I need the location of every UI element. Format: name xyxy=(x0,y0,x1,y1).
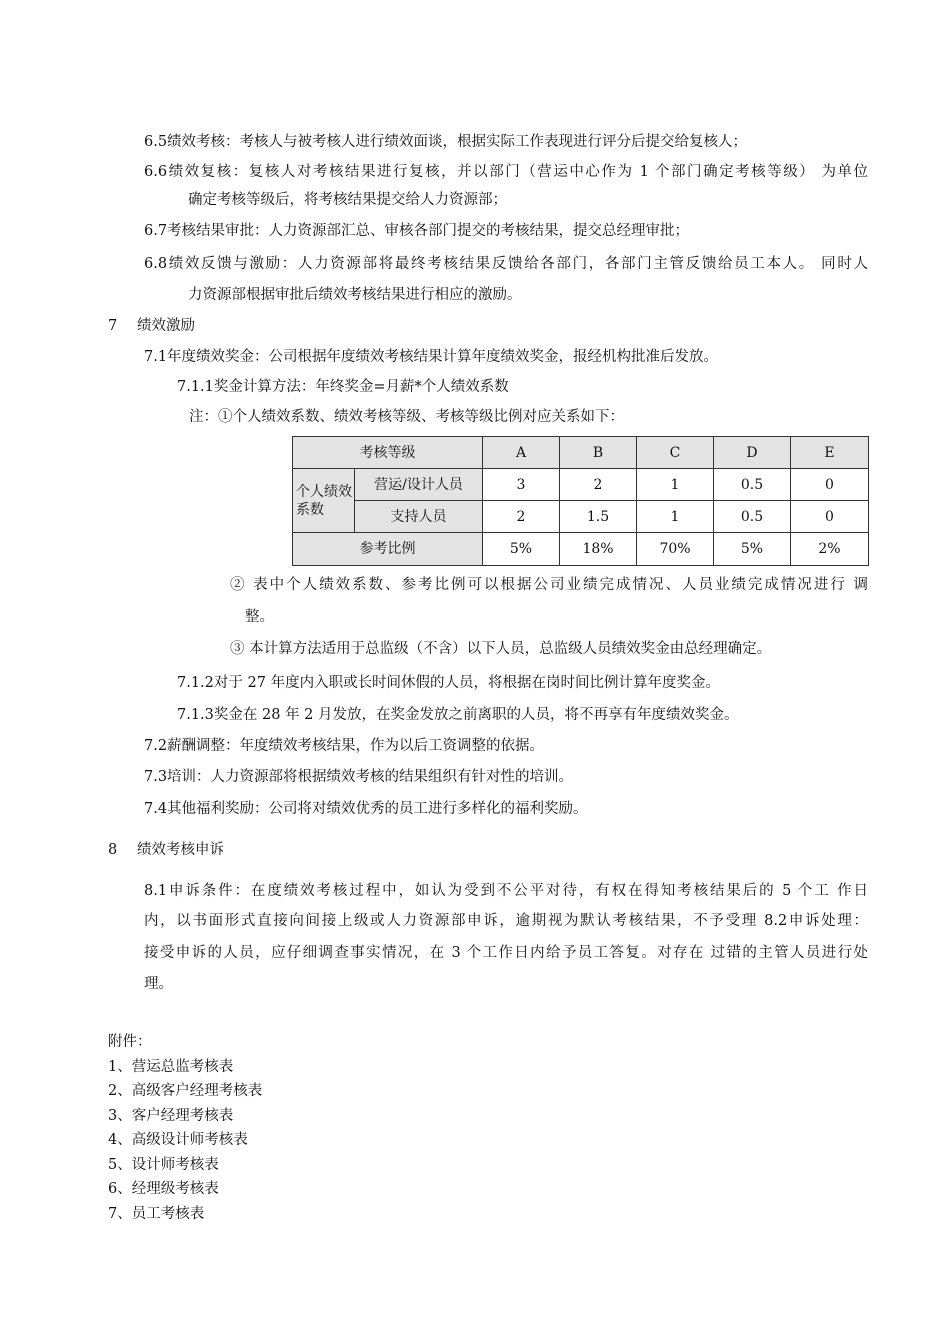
p-8-1-line3: 接受申诉的人员，应仔细调查事实情况，在 3 个工作日内给予员工答复。对存在 过错的主管人员进行处 xyxy=(144,945,868,961)
grade-e: E xyxy=(791,437,869,469)
p-7-1-3: 7.1.3奖金在 28 年 2 月发放，在奖金发放之前离职的人员，将不再享有年度绩效奖金。 xyxy=(177,707,739,723)
grade-d: D xyxy=(714,437,791,469)
note-3: ③ 本计算方法适用于总监级（不含）以下人员，总监级人员绩效奖金由总经理确定。 xyxy=(230,641,772,657)
table-cell: 3 xyxy=(483,469,560,501)
note-2-line2: 整。 xyxy=(245,609,274,625)
note-1: 注：①个人绩效系数、绩效考核等级、考核等级比例对应关系如下： xyxy=(189,409,624,425)
grade-c: C xyxy=(637,437,714,469)
grade-b: B xyxy=(560,437,637,469)
table-cell: 1 xyxy=(637,469,714,501)
p-6-8-line2: 力资源部根据审批后绩效考核结果进行相应的激励。 xyxy=(188,287,522,303)
p-8-1-line1: 8.1申诉条件：在度绩效考核过程中，如认为受到不公平对待，有权在得知考核结果后的 5 个工 作日 xyxy=(144,883,868,899)
p-6-6-line1: 6.6绩效复核：复核人对考核结果进行复核，并以部门（营运中心作为 1 个部门确定考核等级） 为单位 xyxy=(144,164,868,180)
p-8-1-line4: 理。 xyxy=(144,976,173,992)
table-cell: 0.5 xyxy=(714,501,791,533)
row-label-support: 支持人员 xyxy=(355,501,483,533)
table-cell: 2 xyxy=(483,501,560,533)
ratio-cell: 5% xyxy=(714,533,791,566)
section-8-number: 8 xyxy=(108,842,118,858)
p-7-2: 7.2薪酬调整：年度绩效考核结果，作为以后工资调整的依据。 xyxy=(144,738,545,754)
p-7-1-2: 7.1.2对于 27 年度内入职或长时间休假的人员，将根据在岗时间比例计算年度奖金。 xyxy=(177,675,721,691)
ratio-cell: 5% xyxy=(483,533,560,566)
ratio-label: 参考比例 xyxy=(293,533,483,566)
table-cell: 0.5 xyxy=(714,469,791,501)
coefficient-table xyxy=(292,436,869,566)
attachment-item: 6、经理级考核表 xyxy=(108,1181,219,1197)
p-8-1-line2: 内，以书面形式直接向间接上级或人力资源部申诉，逾期视为默认考核结果，不予受理 8.2申诉处理： xyxy=(144,913,868,929)
table-cell: 0 xyxy=(791,469,869,501)
attachment-item: 3、客户经理考核表 xyxy=(108,1108,234,1124)
p-7-3: 7.3培训：人力资源部将根据绩效考核的结果组织有针对性的培训。 xyxy=(144,769,574,785)
p-7-1: 7.1年度绩效奖金：公司根据年度绩效考核结果计算年度绩效奖金，报经机构批准后发放。 xyxy=(144,349,719,365)
p-6-5: 6.5绩效考核：考核人与被考核人进行绩效面谈，根据实际工作表现进行评分后提交给复核人； xyxy=(144,134,748,150)
p-6-6-line2: 确定考核等级后，将考核结果提交给人力资源部； xyxy=(188,192,507,208)
ratio-cell: 70% xyxy=(637,533,714,566)
section-7-number: 7 xyxy=(108,318,118,334)
note-2-line1: ② 表中个人绩效系数、参考比例可以根据公司业绩完成情况、人员业绩完成情况进行 调 xyxy=(230,577,868,593)
p-7-1-1: 7.1.1奖金计算方法：年终奖金=月薪*个人绩效系数 xyxy=(177,379,509,395)
attachments-title: 附件： xyxy=(108,1034,152,1050)
grade-a: A xyxy=(483,437,560,469)
table-cell: 1 xyxy=(637,501,714,533)
attachment-item: 7、员工考核表 xyxy=(108,1206,205,1222)
section-7-title: 绩效激励 xyxy=(137,318,195,334)
coef-label: 个人绩效系数 xyxy=(293,469,355,533)
attachment-item: 4、高级设计师考核表 xyxy=(108,1132,248,1148)
attachment-item: 1、营运总监考核表 xyxy=(108,1059,234,1075)
table-cell: 2 xyxy=(560,469,637,501)
table-cell: 0 xyxy=(791,501,869,533)
ratio-cell: 2% xyxy=(791,533,869,566)
attachment-item: 2、高级客户经理考核表 xyxy=(108,1083,263,1099)
row-label-ops-design: 营运/设计人员 xyxy=(355,469,483,501)
p-7-4: 7.4其他福利奖励：公司将对绩效优秀的员工进行多样化的福利奖励。 xyxy=(144,801,588,817)
attachment-item: 5、设计师考核表 xyxy=(108,1157,219,1173)
table-cell: 1.5 xyxy=(560,501,637,533)
section-8-title: 绩效考核申诉 xyxy=(137,842,224,858)
ratio-cell: 18% xyxy=(560,533,637,566)
p-6-7: 6.7考核结果审批：人力资源部汇总、审核各部门提交的考核结果，提交总经理审批； xyxy=(144,223,690,239)
p-6-8-line1: 6.8绩效反馈与激励：人力资源部将最终考核结果反馈给各部门，各部门主管反馈给员工本人。 同时人 xyxy=(144,256,868,272)
grade-header: 考核等级 xyxy=(293,437,483,469)
